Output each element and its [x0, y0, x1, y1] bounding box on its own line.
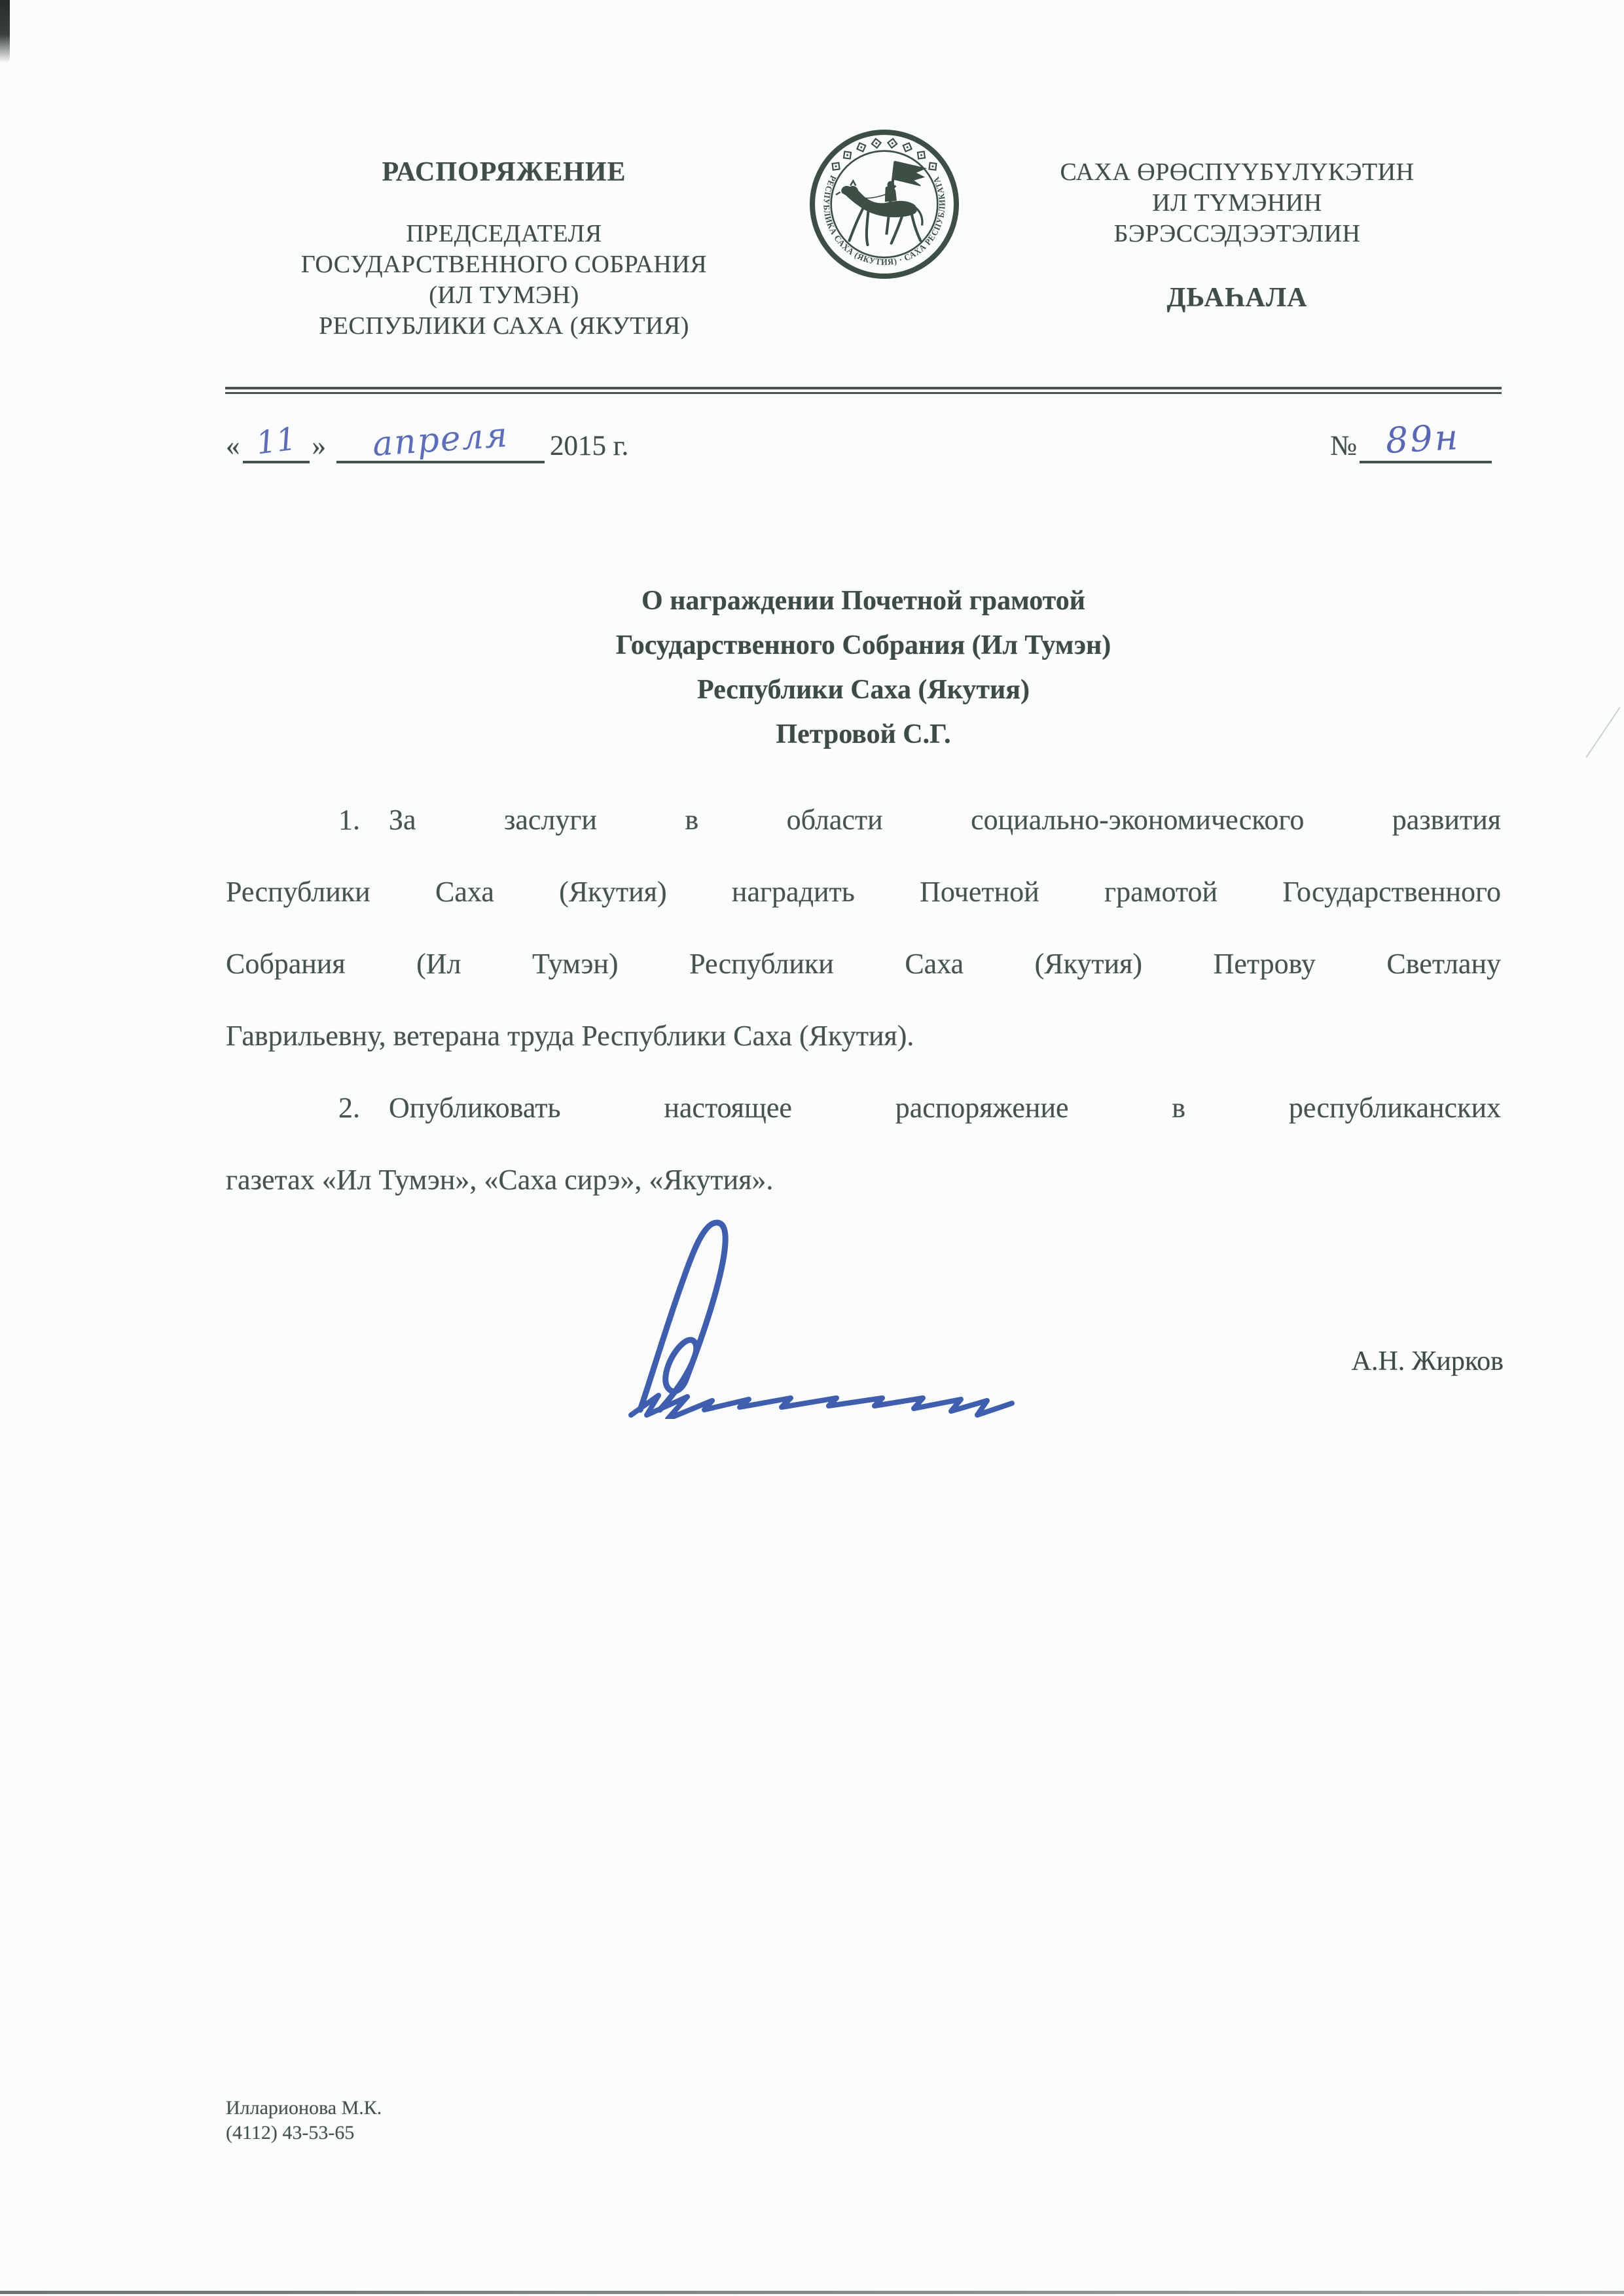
- paragraph-1-line: Республики Саха (Якутия) наградить Почетной грамотой Государственного: [226, 876, 1501, 908]
- handwritten-day: 11: [253, 420, 298, 462]
- header-left-block: [209, 157, 799, 342]
- document-body: [226, 784, 1501, 1216]
- paragraph-2-line: газетах «Ил Тумэн», «Саха сирэ», «Якутия».: [226, 1164, 774, 1196]
- seal-textpath: [823, 174, 945, 265]
- header-left-line: ГОСУДАРСТВЕННОГО СОБРАНИЯ: [300, 251, 708, 278]
- header-left-line: РЕСПУБЛИКИ САХА (ЯКУТИЯ): [319, 312, 689, 340]
- title-line: Республики Саха (Якутия): [697, 675, 1030, 705]
- title-line: Государственного Собрания (Ил Тумэн): [615, 630, 1111, 660]
- number-blank-field: [1360, 416, 1492, 463]
- day-blank-field: [243, 420, 310, 463]
- month-blank-field: [336, 415, 545, 465]
- title-line: Петровой С.Г.: [776, 719, 951, 749]
- header-left-line: ПРЕДСЕДАТЕЛЯ: [406, 220, 602, 247]
- signer-name: А.Н. Жирков: [1351, 1346, 1504, 1376]
- title-line: О награждении Почетной грамотой: [641, 586, 1085, 616]
- date-line: [226, 415, 629, 465]
- state-emblem-seal: [807, 127, 962, 281]
- horseman-banner-figure: [836, 162, 926, 245]
- header-left-line: (ИЛ ТУМЭН): [429, 281, 579, 309]
- paragraph-1-line: 1. За заслуги в области социально-экономического развития: [338, 804, 1501, 836]
- document-type-title-sakha: ДЬАҺАЛА: [1166, 283, 1308, 313]
- scan-scratch-mark: [1585, 707, 1620, 757]
- handwritten-month: апреля: [371, 415, 510, 465]
- close-guillemet: »: [312, 431, 326, 461]
- scan-corner-artifact: [0, 0, 10, 63]
- open-guillemet: «: [226, 431, 240, 461]
- executor-phone: (4112) 43-53-65: [226, 2122, 355, 2144]
- document-type-title: РАСПОРЯЖЕНИЕ: [382, 157, 626, 187]
- executor-name: Илларионова М.К.: [226, 2097, 382, 2119]
- handwritten-number: 89н: [1384, 416, 1461, 461]
- year-label: 2015 г.: [550, 431, 629, 461]
- header-right-line: САХА ӨРӨСПҮҮБҮЛҮКЭТИН: [1060, 158, 1415, 186]
- paragraph-2-line: 2. Опубликовать настоящее распоряжение в республиканских: [338, 1092, 1501, 1124]
- number-sign: №: [1330, 431, 1358, 461]
- document-title: [226, 579, 1501, 757]
- handwritten-signature: [621, 1215, 1039, 1419]
- footer-contact-block: [226, 2096, 382, 2145]
- paragraph-1-line: Гаврильевну, ветерана труда Республики Саха (Якутия).: [226, 1020, 914, 1052]
- header-divider-rule: [225, 387, 1502, 394]
- seal-circular-text: РЕСПУБЛИКА САХА (ЯКУТИЯ) · САХА РЕСПУБЛИКАТА: [821, 173, 947, 267]
- scan-bottom-edge-line: [0, 2291, 1624, 2294]
- header-right-line: БЭРЭССЭДЭЭТЭЛИН: [1113, 220, 1361, 247]
- number-line: [1330, 416, 1492, 463]
- header-right-block: [956, 157, 1519, 314]
- paragraph-1-line: Собрания (Ил Тумэн) Республики Саха (Якутия) Петрову Светлану: [226, 948, 1501, 980]
- header-right-line: ИЛ ТҮМЭНИН: [1152, 189, 1322, 217]
